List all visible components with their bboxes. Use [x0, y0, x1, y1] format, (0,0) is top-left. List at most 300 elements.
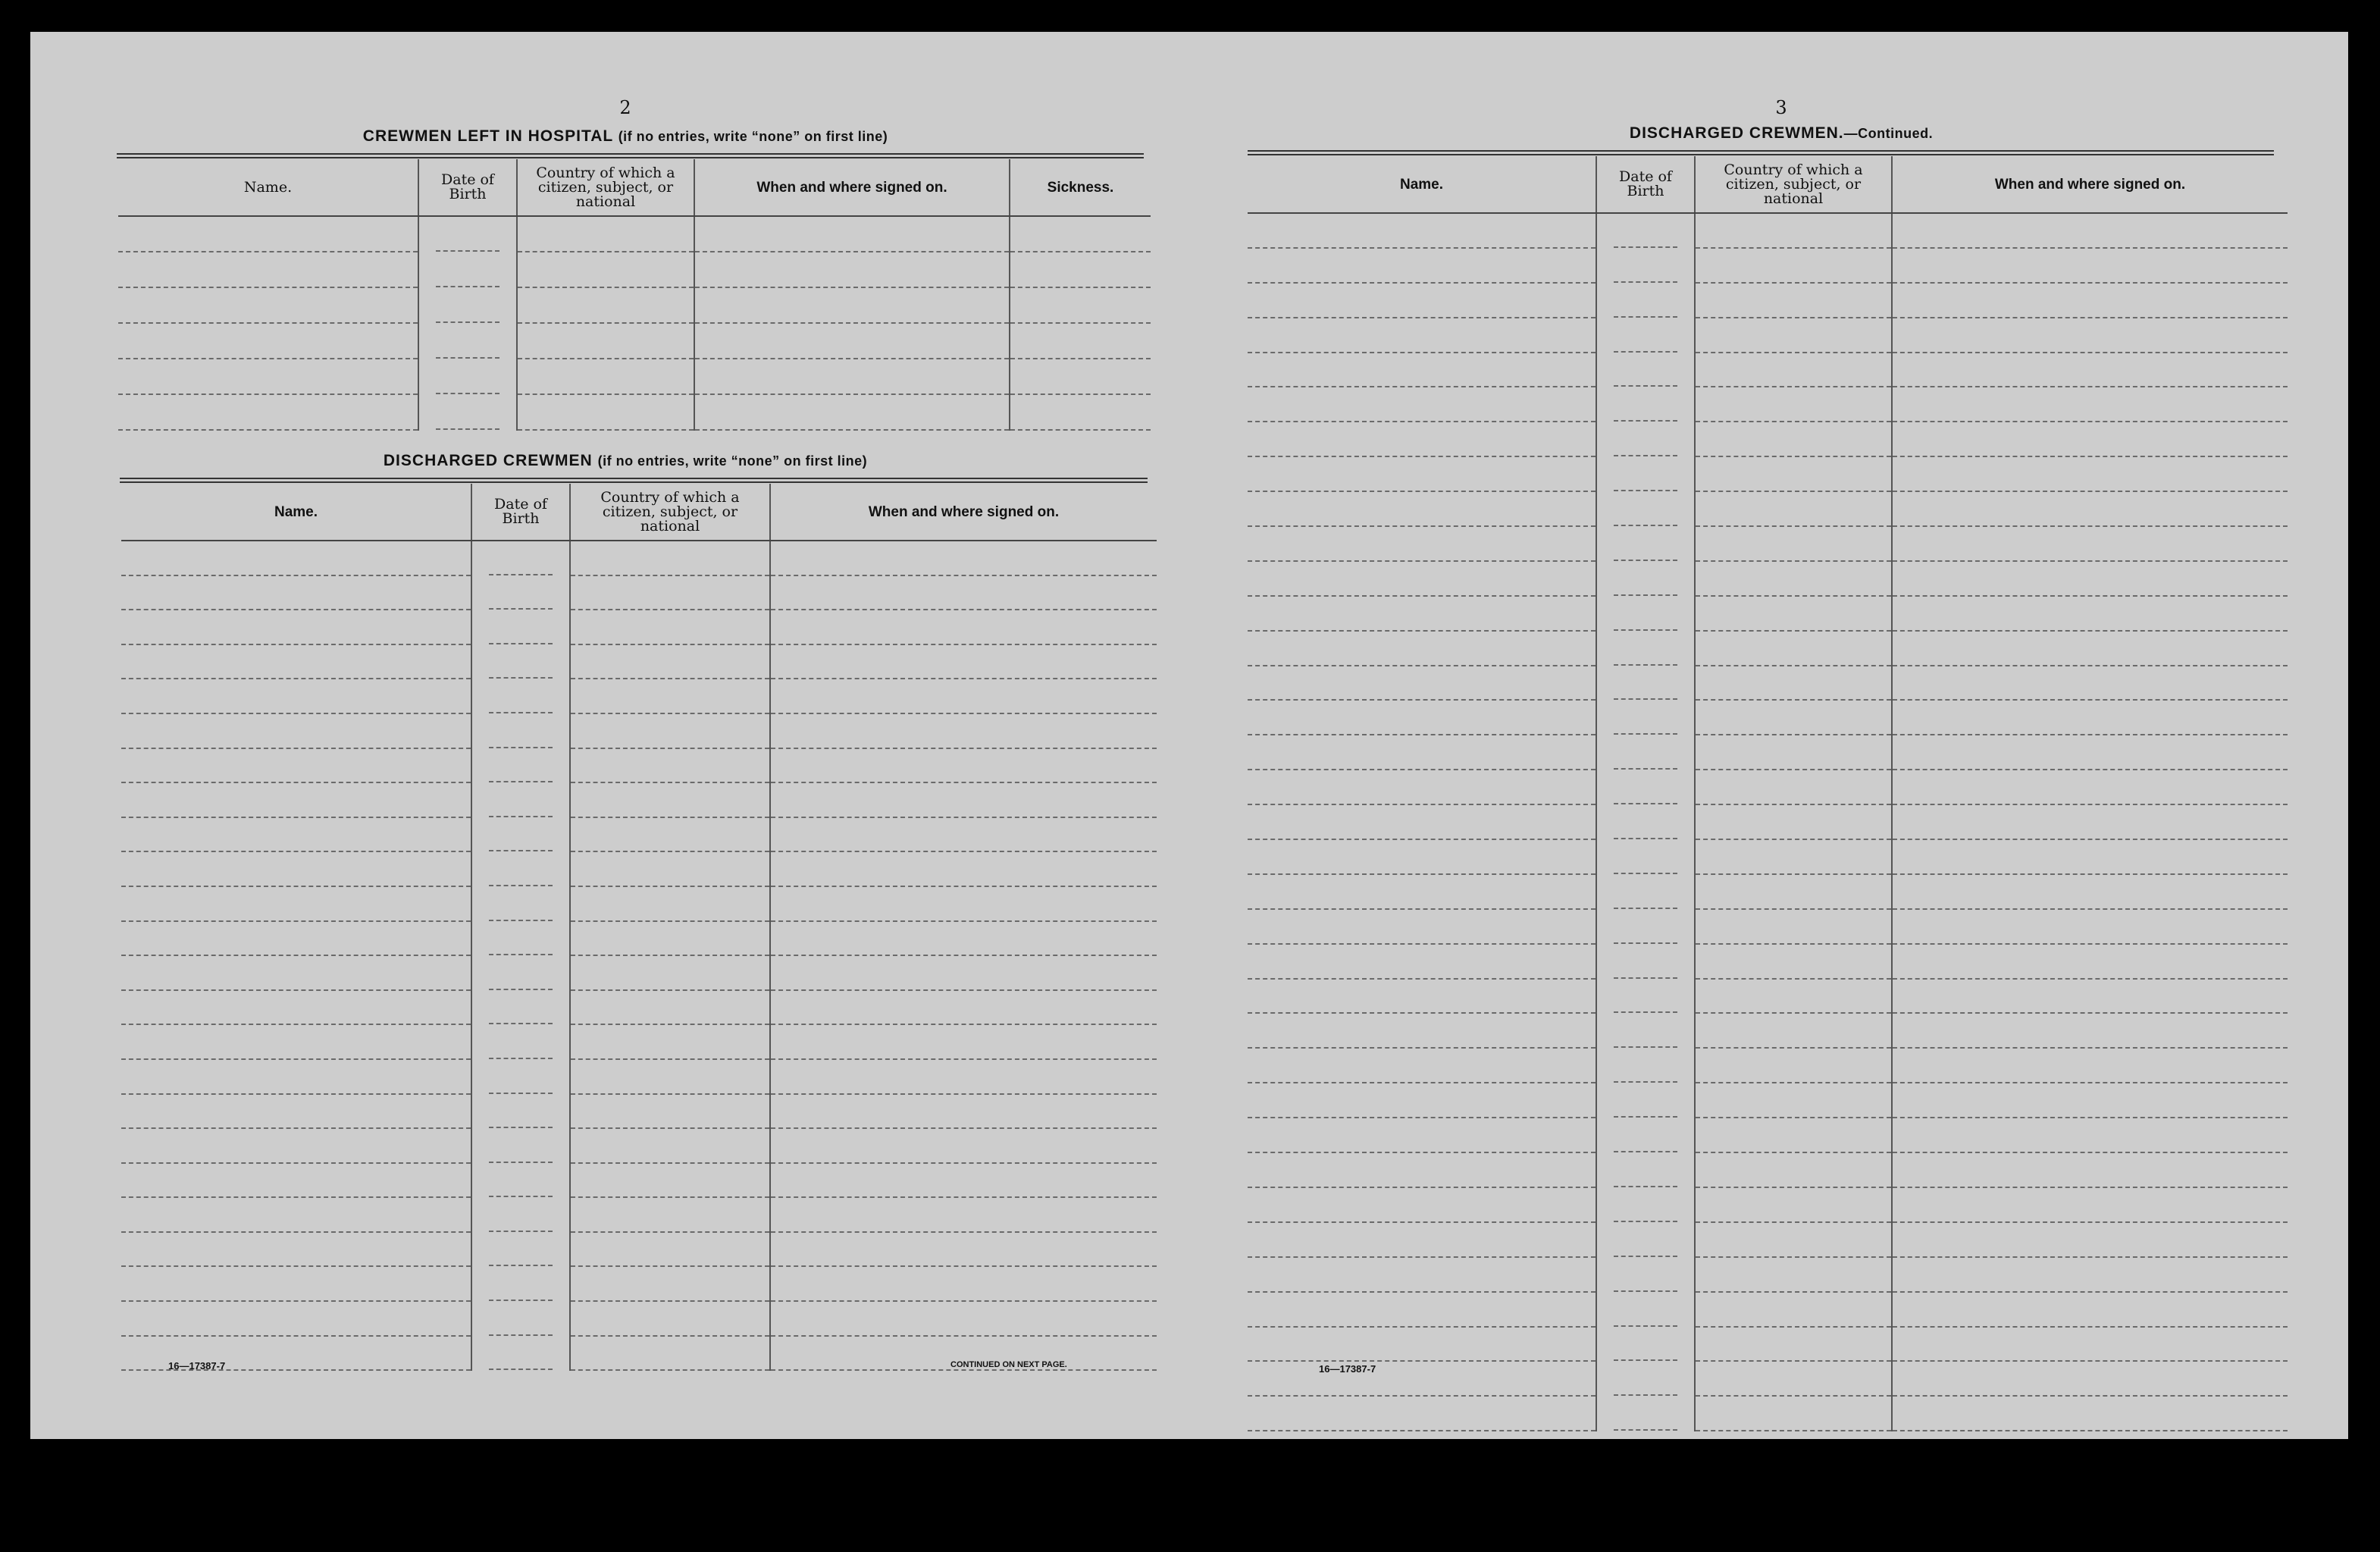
blank-cell[interactable]: [1596, 283, 1695, 318]
blank-row: [1248, 1361, 2288, 1396]
blank-cell[interactable]: [694, 216, 1010, 252]
blank-cell[interactable]: [1596, 1048, 1695, 1083]
blank-cell[interactable]: [121, 1232, 471, 1267]
blank-cell[interactable]: [1596, 700, 1695, 735]
blank-cell[interactable]: [121, 990, 471, 1025]
blank-cell[interactable]: [570, 1232, 770, 1267]
blank-cell[interactable]: [121, 1301, 471, 1336]
blank-cell[interactable]: [770, 851, 1157, 886]
blank-cell[interactable]: [1248, 700, 1596, 735]
blank-cell[interactable]: [121, 575, 471, 610]
blank-cell[interactable]: [1695, 387, 1892, 422]
blank-cell[interactable]: [1248, 1048, 1596, 1083]
blank-cell[interactable]: [1596, 770, 1695, 804]
blank-cell[interactable]: [1892, 770, 2288, 804]
blank-cell[interactable]: [770, 990, 1157, 1025]
blank-cell[interactable]: [471, 1197, 570, 1232]
blank-cell[interactable]: [1248, 248, 1596, 283]
blank-cell[interactable]: [1892, 456, 2288, 491]
blank-cell[interactable]: [471, 817, 570, 852]
blank-row: [121, 1197, 1157, 1232]
blank-cell[interactable]: [1596, 491, 1695, 526]
blank-cell[interactable]: [1695, 1048, 1892, 1083]
blank-cell[interactable]: [770, 644, 1157, 679]
blank-cell[interactable]: [1596, 1083, 1695, 1118]
blank-cell[interactable]: [770, 679, 1157, 713]
blank-cell[interactable]: [570, 886, 770, 921]
blank-cell[interactable]: [471, 575, 570, 610]
blank-cell[interactable]: [1596, 1327, 1695, 1362]
blank-cell[interactable]: [1248, 804, 1596, 839]
blank-row: [1248, 1013, 2288, 1048]
blank-cell[interactable]: [1892, 318, 2288, 353]
blank-cell[interactable]: [1695, 422, 1892, 456]
blank-cell[interactable]: [1248, 387, 1596, 422]
blank-cell[interactable]: [1892, 909, 2288, 944]
blank-cell[interactable]: [121, 541, 471, 575]
blank-cell[interactable]: [471, 644, 570, 679]
blank-cell[interactable]: [1892, 491, 2288, 526]
blank-cell[interactable]: [570, 679, 770, 713]
blank-cell[interactable]: [118, 287, 418, 323]
blank-row: [1248, 700, 2288, 735]
blank-cell[interactable]: [471, 1094, 570, 1129]
blank-row: [1248, 1396, 2288, 1431]
blank-cell[interactable]: [1596, 387, 1695, 422]
blank-cell[interactable]: [1596, 1292, 1695, 1327]
blank-cell[interactable]: [694, 287, 1010, 323]
blank-cell[interactable]: [1695, 1013, 1892, 1048]
blank-cell[interactable]: [1596, 248, 1695, 283]
blank-cell[interactable]: [418, 394, 517, 430]
blank-cell[interactable]: [1695, 283, 1892, 318]
blank-cell[interactable]: [1596, 526, 1695, 561]
blank-cell[interactable]: [570, 1024, 770, 1059]
blank-cell[interactable]: [471, 610, 570, 644]
blank-cell[interactable]: [1892, 213, 2288, 248]
blank-cell[interactable]: [418, 287, 517, 323]
blank-cell[interactable]: [1010, 252, 1151, 287]
blank-cell[interactable]: [1695, 1152, 1892, 1187]
blank-cell[interactable]: [1596, 1187, 1695, 1222]
blank-cell[interactable]: [1248, 561, 1596, 596]
blank-cell[interactable]: [570, 921, 770, 956]
blank-cell[interactable]: [1010, 216, 1151, 252]
blank-cell[interactable]: [121, 886, 471, 921]
blank-cell[interactable]: [471, 541, 570, 575]
blank-cell[interactable]: [471, 886, 570, 921]
blank-cell[interactable]: [121, 748, 471, 783]
blank-cell[interactable]: [770, 817, 1157, 852]
blank-cell[interactable]: [1596, 353, 1695, 387]
blank-cell[interactable]: [1892, 526, 2288, 561]
blank-cell[interactable]: [1596, 1118, 1695, 1152]
blank-cell[interactable]: [770, 1301, 1157, 1336]
blank-cell[interactable]: [1596, 422, 1695, 456]
blank-cell[interactable]: [1596, 1222, 1695, 1257]
blank-cell[interactable]: [517, 323, 694, 359]
blank-cell[interactable]: [694, 323, 1010, 359]
blank-cell[interactable]: [770, 1266, 1157, 1301]
blank-cell[interactable]: [1695, 318, 1892, 353]
blank-cell[interactable]: [770, 1163, 1157, 1198]
blank-cell[interactable]: [121, 713, 471, 748]
blank-cell[interactable]: [1248, 1013, 1596, 1048]
blank-cell[interactable]: [570, 1266, 770, 1301]
blank-cell[interactable]: [770, 575, 1157, 610]
blank-cell[interactable]: [118, 323, 418, 359]
blank-cell[interactable]: [770, 1128, 1157, 1163]
blank-row: [1248, 491, 2288, 526]
blank-cell[interactable]: [570, 1094, 770, 1129]
blank-row: [1248, 735, 2288, 770]
blank-cell[interactable]: [694, 394, 1010, 430]
blank-cell[interactable]: [1596, 804, 1695, 839]
blank-cell[interactable]: [1695, 1396, 1892, 1431]
blank-cell[interactable]: [1695, 526, 1892, 561]
blank-cell[interactable]: [1892, 387, 2288, 422]
blank-cell[interactable]: [1695, 248, 1892, 283]
blank-row: [121, 1024, 1157, 1059]
blank-cell[interactable]: [471, 955, 570, 990]
blank-cell[interactable]: [770, 886, 1157, 921]
blank-row: [1248, 944, 2288, 979]
blank-cell[interactable]: [1892, 561, 2288, 596]
blank-cell[interactable]: [1892, 422, 2288, 456]
blank-cell[interactable]: [570, 713, 770, 748]
blank-cell[interactable]: [471, 1059, 570, 1094]
blank-cell[interactable]: [418, 216, 517, 252]
blank-cell[interactable]: [471, 1232, 570, 1267]
blank-cell[interactable]: [1892, 1187, 2288, 1222]
blank-cell[interactable]: [770, 955, 1157, 990]
blank-cell[interactable]: [1248, 491, 1596, 526]
blank-cell[interactable]: [570, 1197, 770, 1232]
blank-cell[interactable]: [1892, 804, 2288, 839]
blank-cell[interactable]: [570, 1301, 770, 1336]
blank-cell[interactable]: [1248, 1361, 1596, 1396]
blank-cell[interactable]: [1695, 491, 1892, 526]
blank-cell[interactable]: [1248, 1327, 1596, 1362]
blank-cell[interactable]: [1596, 735, 1695, 770]
blank-cell[interactable]: [471, 851, 570, 886]
blank-cell[interactable]: [1695, 700, 1892, 735]
blank-cell[interactable]: [1596, 1396, 1695, 1431]
blank-cell[interactable]: [517, 252, 694, 287]
blank-cell[interactable]: [1248, 1118, 1596, 1152]
blank-cell[interactable]: [1010, 394, 1151, 430]
blank-cell[interactable]: [1695, 666, 1892, 701]
blank-cell[interactable]: [1248, 526, 1596, 561]
blank-cell[interactable]: [1695, 631, 1892, 666]
blank-cell[interactable]: [1695, 1361, 1892, 1396]
blank-cell[interactable]: [770, 921, 1157, 956]
blank-cell[interactable]: [570, 748, 770, 783]
blank-cell[interactable]: [1596, 874, 1695, 909]
blank-row: [118, 216, 1151, 252]
blank-cell[interactable]: [770, 1232, 1157, 1267]
blank-cell[interactable]: [121, 1024, 471, 1059]
blank-cell[interactable]: [570, 575, 770, 610]
blank-cell[interactable]: [770, 1094, 1157, 1129]
blank-cell[interactable]: [1892, 596, 2288, 631]
blank-row: [1248, 666, 2288, 701]
blank-cell[interactable]: [1695, 561, 1892, 596]
blank-row: [121, 851, 1157, 886]
blank-cell[interactable]: [1695, 353, 1892, 387]
blank-cell[interactable]: [121, 1094, 471, 1129]
blank-cell[interactable]: [570, 851, 770, 886]
col-signed-on: When and where signed on.: [1892, 156, 2288, 213]
blank-cell[interactable]: [1695, 770, 1892, 804]
blank-cell[interactable]: [1892, 874, 2288, 909]
blank-cell[interactable]: [770, 1024, 1157, 1059]
blank-cell[interactable]: [471, 921, 570, 956]
blank-cell[interactable]: [1892, 1396, 2288, 1431]
blank-row: [1248, 596, 2288, 631]
blank-cell[interactable]: [1892, 1361, 2288, 1396]
blank-cell[interactable]: [1892, 1152, 2288, 1187]
blank-cell[interactable]: [694, 252, 1010, 287]
blank-cell[interactable]: [121, 644, 471, 679]
blank-row: [121, 782, 1157, 817]
blank-cell[interactable]: [1695, 839, 1892, 874]
blank-cell[interactable]: [1248, 1187, 1596, 1222]
blank-cell[interactable]: [1596, 631, 1695, 666]
blank-cell[interactable]: [471, 713, 570, 748]
blank-cell[interactable]: [121, 1266, 471, 1301]
blank-cell[interactable]: [471, 1163, 570, 1198]
blank-cell[interactable]: [1596, 1257, 1695, 1292]
blank-row: [1248, 1327, 2288, 1362]
blank-cell[interactable]: [1248, 353, 1596, 387]
blank-cell[interactable]: [1596, 318, 1695, 353]
left-page: [83, 32, 1167, 1439]
blank-cell[interactable]: [570, 644, 770, 679]
blank-cell[interactable]: [1892, 944, 2288, 979]
blank-cell[interactable]: [1248, 283, 1596, 318]
blank-cell[interactable]: [1248, 1396, 1596, 1431]
blank-cell[interactable]: [121, 1197, 471, 1232]
blank-cell[interactable]: [1248, 839, 1596, 874]
blank-cell[interactable]: [1695, 213, 1892, 248]
blank-cell[interactable]: [1248, 666, 1596, 701]
blank-cell[interactable]: [570, 1163, 770, 1198]
blank-cell[interactable]: [770, 1197, 1157, 1232]
blank-cell[interactable]: [770, 610, 1157, 644]
blank-cell[interactable]: [517, 287, 694, 323]
blank-row: [118, 287, 1151, 323]
blank-cell[interactable]: [121, 921, 471, 956]
blank-cell[interactable]: [1892, 735, 2288, 770]
blank-cell[interactable]: [418, 252, 517, 287]
blank-cell[interactable]: [570, 541, 770, 575]
blank-cell[interactable]: [1892, 248, 2288, 283]
blank-cell[interactable]: [1248, 631, 1596, 666]
blank-cell[interactable]: [1892, 1327, 2288, 1362]
blank-cell[interactable]: [1695, 735, 1892, 770]
blank-cell[interactable]: [1248, 596, 1596, 631]
blank-cell[interactable]: [471, 990, 570, 1025]
form-number: 16—17387-7: [168, 1360, 226, 1372]
blank-cell[interactable]: [1695, 944, 1892, 979]
blank-cell[interactable]: [1892, 283, 2288, 318]
blank-cell[interactable]: [770, 748, 1157, 783]
blank-cell[interactable]: [570, 817, 770, 852]
blank-cell[interactable]: [1596, 213, 1695, 248]
blank-cell[interactable]: [1596, 666, 1695, 701]
blank-cell[interactable]: [1248, 874, 1596, 909]
blank-cell[interactable]: [1695, 596, 1892, 631]
blank-cell[interactable]: [118, 252, 418, 287]
blank-cell[interactable]: [1248, 944, 1596, 979]
blank-cell[interactable]: [121, 817, 471, 852]
blank-cell[interactable]: [1892, 1083, 2288, 1118]
blank-cell[interactable]: [1892, 1292, 2288, 1327]
blank-cell[interactable]: [121, 679, 471, 713]
blank-cell[interactable]: [1248, 1083, 1596, 1118]
blank-cell[interactable]: [1596, 944, 1695, 979]
blank-cell[interactable]: [1596, 839, 1695, 874]
blank-cell[interactable]: [1248, 1152, 1596, 1187]
blank-cell[interactable]: [1892, 353, 2288, 387]
blank-cell[interactable]: [1695, 456, 1892, 491]
blank-cell[interactable]: [1695, 1187, 1892, 1222]
blank-cell[interactable]: [121, 1059, 471, 1094]
blank-cell[interactable]: [471, 1336, 570, 1371]
blank-cell[interactable]: [1248, 318, 1596, 353]
blank-cell[interactable]: [517, 394, 694, 430]
blank-cell[interactable]: [570, 782, 770, 817]
blank-cell[interactable]: [1695, 1292, 1892, 1327]
blank-row: [1248, 213, 2288, 248]
blank-cell[interactable]: [1248, 909, 1596, 944]
blank-row: [121, 610, 1157, 644]
blank-cell[interactable]: [570, 955, 770, 990]
blank-cell[interactable]: [1596, 456, 1695, 491]
blank-cell[interactable]: [1695, 909, 1892, 944]
blank-cell[interactable]: [471, 679, 570, 713]
blank-cell[interactable]: [1695, 1327, 1892, 1362]
blank-cell[interactable]: [121, 610, 471, 644]
blank-row: [1248, 353, 2288, 387]
blank-cell[interactable]: [1248, 979, 1596, 1014]
blank-cell[interactable]: [471, 1301, 570, 1336]
blank-cell[interactable]: [517, 359, 694, 394]
blank-cell[interactable]: [1892, 1013, 2288, 1048]
blank-cell[interactable]: [1596, 596, 1695, 631]
blank-cell[interactable]: [1892, 1257, 2288, 1292]
blank-cell[interactable]: [1010, 323, 1151, 359]
blank-cell[interactable]: [1596, 979, 1695, 1014]
blank-cell[interactable]: [1010, 359, 1151, 394]
blank-cell[interactable]: [1892, 979, 2288, 1014]
blank-cell[interactable]: [121, 851, 471, 886]
blank-cell[interactable]: [1892, 1118, 2288, 1152]
col-sickness: Sickness.: [1010, 159, 1151, 216]
blank-cell[interactable]: [770, 541, 1157, 575]
blank-cell[interactable]: [418, 359, 517, 394]
blank-cell[interactable]: [770, 713, 1157, 748]
blank-cell[interactable]: [1248, 770, 1596, 804]
blank-cell[interactable]: [118, 216, 418, 252]
blank-row: [121, 575, 1157, 610]
blank-cell[interactable]: [1695, 1083, 1892, 1118]
blank-cell[interactable]: [1892, 1222, 2288, 1257]
blank-cell[interactable]: [1248, 1257, 1596, 1292]
blank-cell[interactable]: [1248, 1292, 1596, 1327]
blank-cell[interactable]: [1010, 287, 1151, 323]
blank-row: [1248, 526, 2288, 561]
blank-cell[interactable]: [570, 1059, 770, 1094]
blank-cell[interactable]: [471, 1128, 570, 1163]
blank-cell[interactable]: [121, 955, 471, 990]
blank-cell[interactable]: [1892, 1048, 2288, 1083]
blank-cell[interactable]: [1248, 213, 1596, 248]
blank-row: [121, 1128, 1157, 1163]
blank-cell[interactable]: [1248, 422, 1596, 456]
blank-cell[interactable]: [770, 782, 1157, 817]
blank-cell[interactable]: [570, 610, 770, 644]
blank-cell[interactable]: [1892, 666, 2288, 701]
blank-cell[interactable]: [1695, 804, 1892, 839]
blank-cell[interactable]: [471, 782, 570, 817]
blank-row: [1248, 561, 2288, 596]
blank-cell[interactable]: [118, 394, 418, 430]
blank-cell[interactable]: [1596, 1152, 1695, 1187]
blank-cell[interactable]: [570, 1128, 770, 1163]
hospital-table: [118, 159, 1151, 431]
blank-row: [121, 1232, 1157, 1267]
continued-note: CONTINUED ON NEXT PAGE.: [950, 1360, 1067, 1369]
blank-cell[interactable]: [1695, 874, 1892, 909]
blank-cell[interactable]: [471, 748, 570, 783]
blank-cell[interactable]: [118, 359, 418, 394]
blank-cell[interactable]: [1248, 1222, 1596, 1257]
blank-cell[interactable]: [418, 323, 517, 359]
blank-cell[interactable]: [1596, 1013, 1695, 1048]
blank-cell[interactable]: [1695, 1257, 1892, 1292]
blank-cell[interactable]: [1695, 1222, 1892, 1257]
col-name: Name.: [121, 484, 471, 541]
blank-cell[interactable]: [517, 216, 694, 252]
blank-cell[interactable]: [1596, 1361, 1695, 1396]
blank-cell[interactable]: [1892, 839, 2288, 874]
blank-cell[interactable]: [1248, 456, 1596, 491]
blank-cell[interactable]: [471, 1024, 570, 1059]
blank-cell[interactable]: [1892, 700, 2288, 735]
blank-cell[interactable]: [1892, 631, 2288, 666]
blank-row: [1248, 456, 2288, 491]
blank-cell[interactable]: [570, 1336, 770, 1371]
blank-cell[interactable]: [121, 1128, 471, 1163]
blank-cell[interactable]: [1596, 909, 1695, 944]
blank-cell[interactable]: [1248, 735, 1596, 770]
blank-cell[interactable]: [471, 1266, 570, 1301]
blank-cell[interactable]: [694, 359, 1010, 394]
blank-cell[interactable]: [1695, 979, 1892, 1014]
blank-row: [1248, 770, 2288, 804]
blank-cell[interactable]: [121, 782, 471, 817]
blank-cell[interactable]: [121, 1163, 471, 1198]
blank-cell[interactable]: [1596, 561, 1695, 596]
blank-cell[interactable]: [1695, 1118, 1892, 1152]
blank-row: [1248, 1048, 2288, 1083]
col-date-of-birth: Date of Birth: [1596, 156, 1695, 213]
col-date-of-birth: Date of Birth: [471, 484, 570, 541]
blank-cell[interactable]: [570, 990, 770, 1025]
blank-cell[interactable]: [770, 1059, 1157, 1094]
